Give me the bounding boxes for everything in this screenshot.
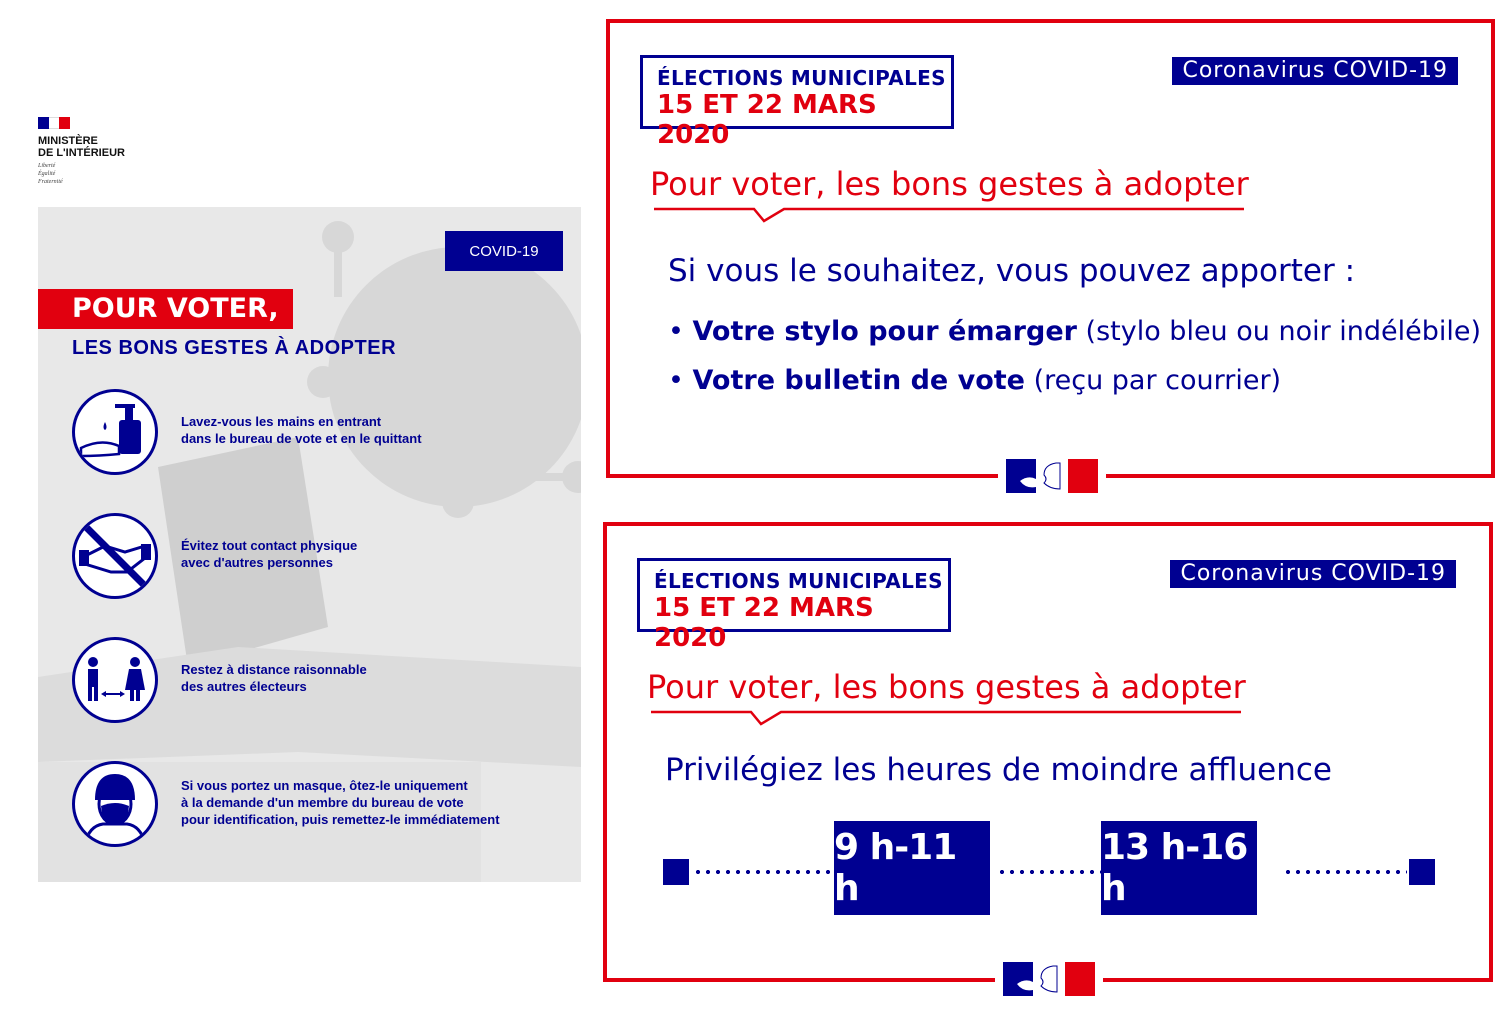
ministry-motto [38, 162, 168, 186]
election-dates: 15 ET 22 MARS 2020 [654, 593, 874, 653]
headline: Pour voter, les bons gestes à adopter [647, 668, 1246, 706]
speech-bubble-underline [654, 203, 1249, 225]
poster-title: POUR VOTER, [38, 289, 293, 329]
poster-subtitle: LES BONS GESTES À ADOPTER [72, 337, 397, 359]
hand-sanitizer-icon [72, 389, 158, 475]
timeline-dots [693, 870, 833, 874]
time-slot-afternoon: 13 h-16 h [1101, 821, 1257, 915]
intro-text: Si vous le souhaitez, vous pouvez apporter : [668, 253, 1356, 289]
no-handshake-icon [72, 513, 158, 599]
tip-wash-hands [72, 389, 572, 475]
tip-text: Si vous portez un masque, ôtez-le uniquement à la demande d'un membre du bureau de vote pour identification, puis remettez-le immédiatement [181, 778, 500, 827]
marianne-logo-icon [995, 962, 1103, 1000]
tip-keep-distance [72, 637, 572, 723]
motto-liberte: Liberté [38, 163, 56, 169]
distance-icon [72, 637, 158, 723]
election-title: ÉLECTIONS MUNICIPALES [654, 569, 943, 593]
covid-badge: COVID-19 [445, 231, 563, 271]
bullet-ballot: • Votre bulletin de vote (reçu par courrier) [668, 365, 1282, 396]
headline: Pour voter, les bons gestes à adopter [650, 165, 1249, 203]
timeline-end-marker [1409, 859, 1435, 885]
tip-text: Restez à distance raisonnable des autres électeurs [181, 662, 367, 694]
election-box [640, 55, 954, 150]
tip-text: Lavez-vous les mains en entrant dans le bureau de vote et en le quittant [181, 414, 422, 446]
french-flag-icon [38, 117, 70, 129]
motto-egalite: Égalité [38, 171, 56, 177]
covid-tag: Coronavirus COVID-19 [1172, 57, 1458, 85]
card-off-peak-hours [603, 522, 1493, 982]
covid-tag: Coronavirus COVID-19 [1170, 560, 1456, 588]
bullet-pen-bold: Votre stylo pour émarger [692, 316, 1077, 347]
election-dates: 15 ET 22 MARS 2020 [657, 90, 877, 150]
timeline-dots [997, 870, 1101, 874]
time-slot-morning: 9 h-11 h [834, 821, 990, 915]
ministry-name-line1: MINISTÈRE [38, 135, 98, 147]
ministry-name-line2: DE L'INTÉRIEUR [38, 147, 125, 159]
bullet-pen: • Votre stylo pour émarger (stylo bleu ou noir indélébile) [668, 316, 1482, 347]
bullet-ballot-bold: Votre bulletin de vote [692, 365, 1025, 396]
election-box [637, 558, 951, 653]
election-title: ÉLECTIONS MUNICIPALES [657, 66, 946, 90]
covid-voting-poster [38, 207, 581, 882]
timeline-dots [1283, 870, 1407, 874]
bullet-pen-rest: (stylo bleu ou noir indélébile) [1076, 316, 1482, 347]
tip-no-contact [72, 513, 572, 599]
speech-bubble-underline [651, 706, 1246, 728]
tip-text: Évitez tout contact physique avec d'autres personnes [181, 538, 358, 570]
card-bring-supplies [606, 19, 1495, 478]
bullet-ballot-rest: (reçu par courrier) [1024, 365, 1282, 396]
motto-fraternite: Fraternité [38, 179, 63, 185]
mask-icon [72, 761, 158, 847]
marianne-logo-icon [998, 459, 1106, 497]
intro-text: Privilégiez les heures de moindre affluence [665, 752, 1332, 788]
ministry-logo [38, 117, 168, 186]
timeline-start-marker [663, 859, 689, 885]
tip-mask [72, 761, 572, 847]
